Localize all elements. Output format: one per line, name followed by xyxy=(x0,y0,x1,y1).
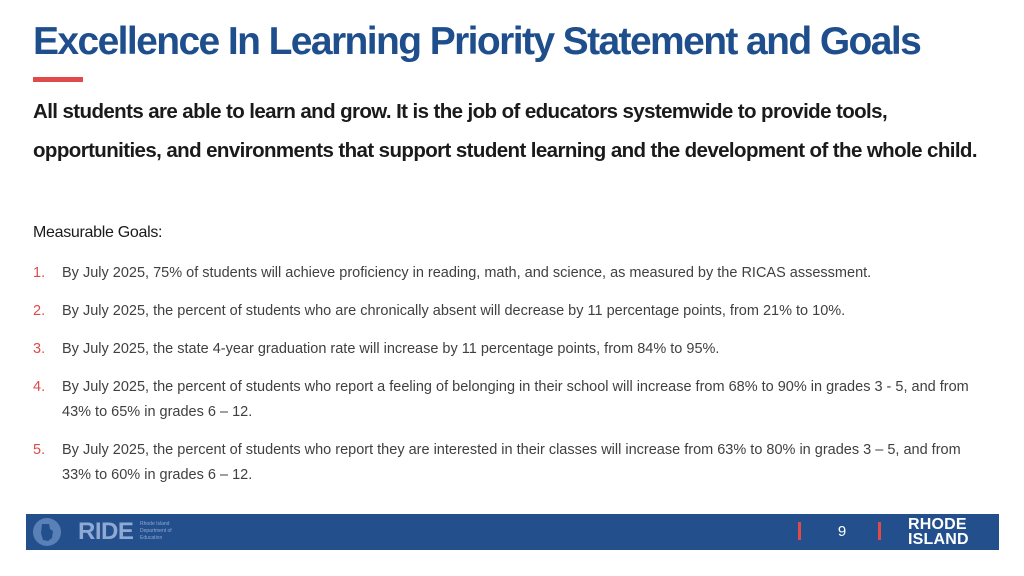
goal-number: 3. xyxy=(33,341,46,357)
goal-number: 2. xyxy=(33,303,46,319)
goal-text: By July 2025, the percent of students who report they are interested in their classes will increase from 63% to 80% in grades 3 – 5, and from 33% to 60% in grades 6 – 12. xyxy=(62,442,961,483)
rhode-island-logo xyxy=(908,517,969,547)
page-title: Excellence In Learning Priority Statement and Goals xyxy=(33,20,921,63)
goal-text: By July 2025, the state 4-year graduation rate will increase by 11 percentage points, from 84% to 95%. xyxy=(62,341,720,357)
goal-item xyxy=(33,261,993,286)
title-underline xyxy=(33,77,83,82)
goal-number: 5. xyxy=(33,442,46,458)
page-number-divider xyxy=(878,522,881,540)
goals-heading: Measurable Goals: xyxy=(33,224,163,241)
state-logo-line: RHODE xyxy=(908,516,967,533)
ride-logo-subtext: Rhode Island Department of Education xyxy=(140,521,172,541)
page-number-divider xyxy=(798,522,801,540)
goal-item xyxy=(33,375,993,425)
goal-text: By July 2025, 75% of students will achieve proficiency in reading, math, and science, as measured by the RICAS assessment. xyxy=(62,265,872,281)
goal-item xyxy=(33,299,993,324)
rhode-island-map-icon xyxy=(33,518,61,546)
state-logo-line: ISLAND xyxy=(908,531,969,548)
page-number: 9 xyxy=(837,523,847,540)
goal-list xyxy=(33,261,993,488)
goal-text: By July 2025, the percent of students who are chronically absent will decrease by 11 percentage points, from 21% to 10%. xyxy=(62,303,846,319)
goal-text: By July 2025, the percent of students who report a feeling of belonging in their school will increase from 68% to 90% in grades 3 - 5, and from 43% to 65% in grades 6 – 12. xyxy=(62,379,969,420)
priority-statement: All students are able to learn and grow. It is the job of educators systemwide to provide tools, opportunities, and environments that support student learning and the development of the whole child. xyxy=(33,100,977,162)
goal-number: 4. xyxy=(33,379,46,395)
goal-item xyxy=(33,438,993,488)
goal-item xyxy=(33,337,993,362)
footer-bar xyxy=(26,514,999,550)
goal-number: 1. xyxy=(33,265,46,281)
ride-logo: RIDE xyxy=(78,518,134,545)
